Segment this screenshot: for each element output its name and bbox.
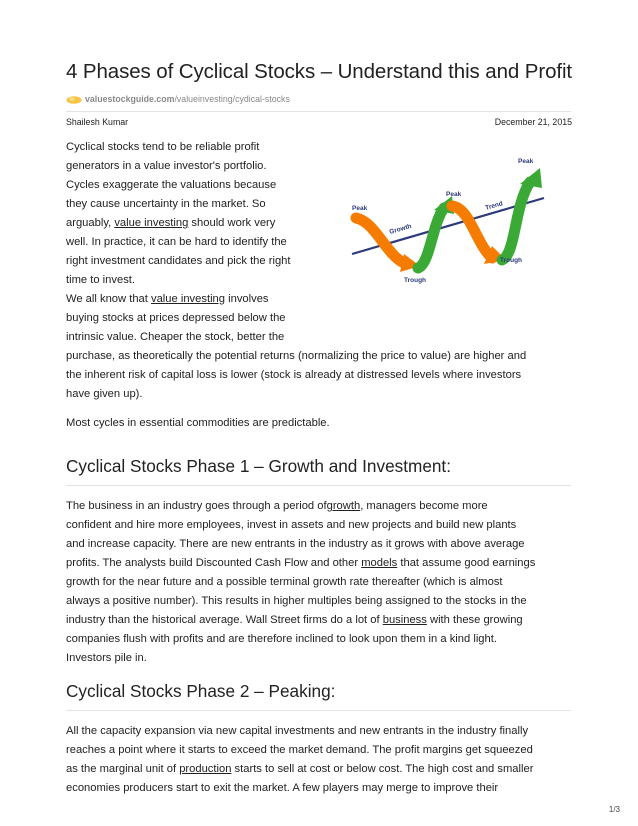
text-line: well. In practice, it can be hard to identify the bbox=[66, 236, 287, 248]
text-line: Investors pile in. bbox=[66, 652, 147, 664]
article-title: 4 Phases of Cyclical Stocks – Understand this and Profit bbox=[66, 60, 573, 83]
text-line bbox=[66, 611, 523, 630]
text-line: time to invest. bbox=[66, 274, 136, 286]
models-link[interactable]: models bbox=[361, 557, 398, 569]
bookmark-logo-icon bbox=[66, 95, 82, 104]
text-line: they cause uncertainty in the market. So bbox=[66, 198, 266, 210]
text-line: generators in a value investor's portfolio. bbox=[66, 160, 267, 172]
rising-arrow-2 bbox=[502, 182, 530, 260]
value-investing-link[interactable]: value investing bbox=[114, 217, 189, 229]
text-segment: arguably, bbox=[66, 217, 115, 229]
label-trough-right: Trough bbox=[500, 257, 523, 264]
business-link[interactable]: business bbox=[382, 614, 427, 626]
text-line: always a positive number). This results in higher multiples being assigned to the stocks in the bbox=[66, 595, 527, 607]
text-line: intrinsic value. Cheaper the stock, better the bbox=[66, 331, 285, 343]
source-domain[interactable]: valuestockguide.com bbox=[85, 94, 175, 104]
page-number: 1/3 bbox=[608, 805, 620, 814]
section-heading-phase-2: Cyclical Stocks Phase 2 – Peaking: bbox=[66, 681, 336, 701]
text-line: growth for the near future and a possible terminal growth rate thereafter (which is almost bbox=[66, 576, 503, 588]
text-line bbox=[66, 497, 488, 516]
text-segment: with these growing bbox=[426, 614, 523, 626]
text-segment: involves bbox=[225, 293, 269, 305]
text-segment: should work very bbox=[188, 217, 276, 229]
text-line: buying stocks at prices depressed below the bbox=[66, 312, 286, 324]
source-path[interactable]: /valueinvesting/cydical-stocks bbox=[174, 94, 290, 104]
production-link[interactable]: production bbox=[179, 763, 232, 775]
text-segment: that assume good earnings bbox=[397, 557, 536, 569]
text-line bbox=[66, 214, 275, 233]
text-line bbox=[66, 760, 533, 779]
label-peak-mid: Peak bbox=[446, 191, 462, 198]
text-line: companies flush with profits and are therefore inclined to look upon them in a kind light. bbox=[66, 633, 497, 645]
section-heading-phase-1: Cyclical Stocks Phase 1 – Growth and Investment: bbox=[66, 456, 451, 476]
cycle-diagram bbox=[344, 146, 576, 298]
label-trough-left: Trough bbox=[404, 277, 427, 284]
text-line: Most cycles in essential commodities are predictable. bbox=[66, 417, 330, 429]
text-line bbox=[66, 290, 269, 309]
source-line bbox=[66, 94, 290, 104]
growth-link[interactable]: growth bbox=[326, 500, 361, 512]
text-line: economies producers start to exit the market. A few players may merge to improve their bbox=[66, 782, 499, 794]
text-line bbox=[66, 554, 535, 573]
header-divider bbox=[66, 111, 571, 112]
text-line: Cyclical stocks tend to be reliable profit bbox=[66, 141, 260, 153]
publish-date: December 21, 2015 bbox=[494, 117, 572, 127]
section-divider bbox=[66, 710, 571, 711]
text-line: confident and hire more employees, invest in assets and new projects and build new plants bbox=[66, 519, 517, 531]
author: Shailesh Kumar bbox=[66, 117, 129, 127]
text-segment: starts to sell at cost or below cost. The high cost and smaller bbox=[231, 763, 534, 775]
text-line: reaches a point where it starts to exceed the market demand. The profit margins get squeezed bbox=[66, 744, 533, 756]
rising-arrow bbox=[418, 208, 444, 268]
text-line: All the capacity expansion via new capital investments and new entrants in the industry finally bbox=[66, 725, 529, 737]
text-segment: We all know that bbox=[66, 293, 151, 305]
section-divider bbox=[66, 485, 571, 486]
label-trend: Trend bbox=[484, 200, 504, 212]
text-line: and increase capacity. There are new entrants in the industry as it grows with above average bbox=[66, 538, 525, 550]
text-segment: industry than the historical average. Wall Street firms do a lot of bbox=[66, 614, 383, 626]
text-segment: , managers become more bbox=[360, 500, 488, 512]
text-segment: as the marginal unit of bbox=[66, 763, 180, 775]
text-segment: The business in an industry goes through a period of bbox=[66, 500, 327, 512]
text-line: Cycles exaggerate the valuations because bbox=[66, 179, 277, 191]
text-line: right investment candidates and pick the right bbox=[66, 255, 291, 267]
text-segment: profits. The analysts build Discounted Cash Flow and other bbox=[66, 557, 362, 569]
value-investing-link-2[interactable]: value investing bbox=[150, 293, 225, 305]
text-line: have given up). bbox=[66, 388, 143, 400]
text-line: purchase, as theoretically the potential returns (normalizing the price to value) are higher and bbox=[66, 350, 527, 362]
label-peak-left: Peak bbox=[352, 205, 368, 212]
label-peak-top: Peak bbox=[518, 158, 534, 165]
text-line: the inherent risk of capital loss is lower (stock is already at distressed levels where investors bbox=[66, 369, 522, 381]
label-growth: Growth bbox=[388, 222, 413, 236]
